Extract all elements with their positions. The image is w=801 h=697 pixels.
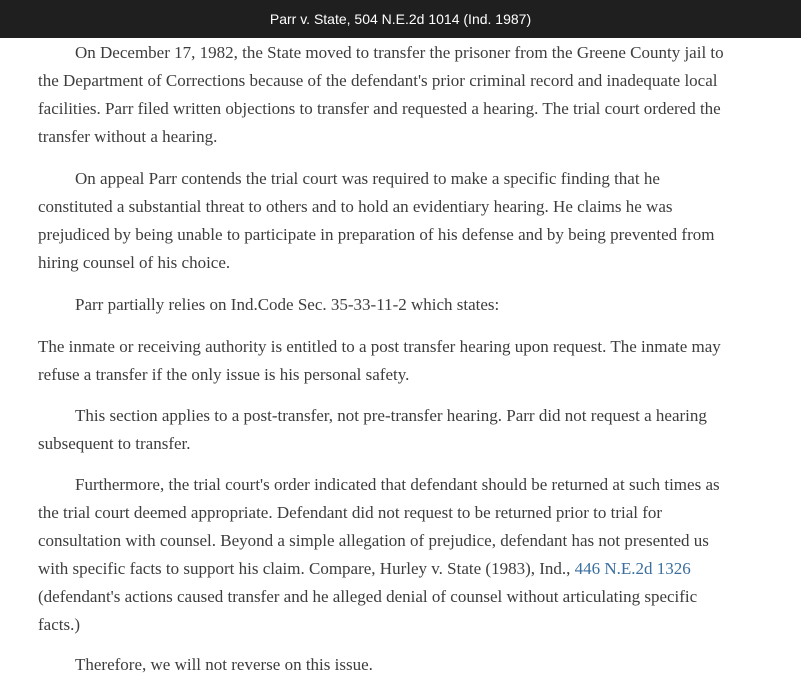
case-citation-link[interactable]: 446 N.E.2d 1326 [574,559,691,578]
paragraph-text: Furthermore, the trial court's order indicated that defendant should be returned at such times as the trial court deemed appropriate. Defendant did not request to be returned prior to trial for consultation with counsel. Beyond a simple allegation of prejudice, defendant has not presented us with specific facts to support his claim. Compare, Hurley v. State (1983), Ind., [38,475,720,578]
paragraph-text: (defendant's actions caused transfer and he alleged denial of counsel without articulating specific facts.) [38,587,698,634]
paragraph: On December 17, 1982, the State moved to transfer the prisoner from the Greene County jail to the Department of Corrections because of the defendant's prior criminal record and inadequate local facilities. Parr filed written objections to transfer and requested a hearing. The trial court ordered the transfer without a hearing. [38,43,724,146]
window-title: Parr v. State, 504 N.E.2d 1014 (Ind. 1987) [269,11,532,27]
title-bar [0,0,801,38]
paragraph: This section applies to a post-transfer, not pre-transfer hearing. Parr did not request a hearing subsequent to transfer. [38,406,707,453]
paragraph: Parr partially relies on Ind.Code Sec. 35-33-11-2 which states: [75,295,500,314]
paragraph: On appeal Parr contends the trial court was required to make a specific finding that he constituted a substantial threat to others and to hold an evidentiary hearing. He claims he was prejudiced by being unable to participate in preparation of his defense and by being prevented from hiring counsel of his choice. [38,169,715,272]
statute-quote: The inmate or receiving authority is entitled to a post transfer hearing upon request. The inmate may refuse a transfer if the only issue is his personal safety. [38,337,721,384]
document-body [38,38,738,679]
paragraph [38,471,738,639]
paragraph: Therefore, we will not reverse on this issue. [75,655,373,674]
